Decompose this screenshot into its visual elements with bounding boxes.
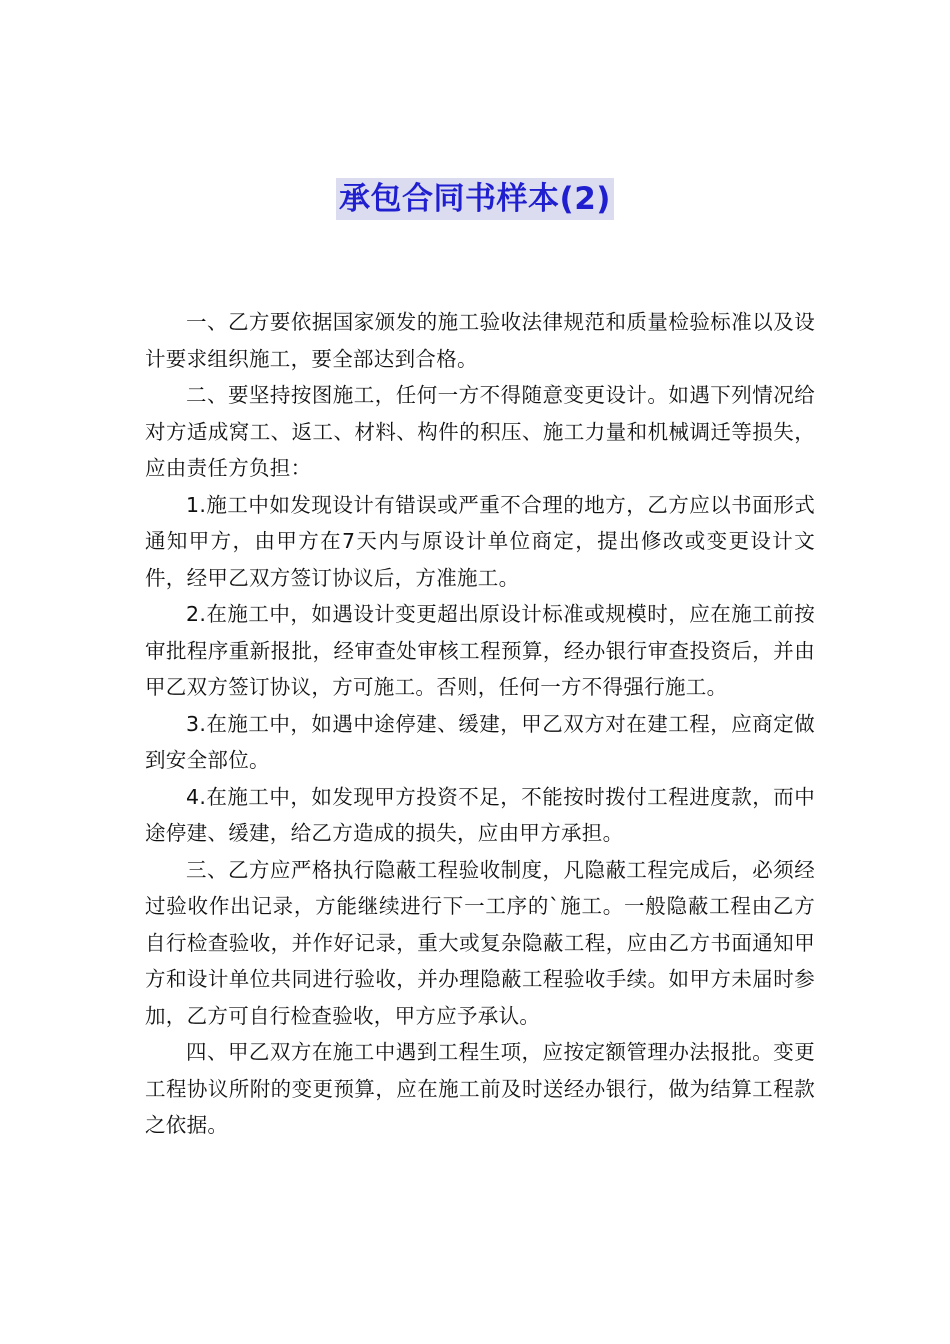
paragraph-clause-2: 二、要坚持按图施工，任何一方不得随意变更设计。如遇下列情况给对方适成窝工、返工、材料、构件的积压、施工力量和机械调迁等损失，应由责任方负担： bbox=[145, 383, 815, 480]
paragraph-item-2: 2.在施工中，如遇设计变更超出原设计标准或规模时，应在施工前按审批程序重新报批，经审查处审核工程预算，经办银行审查投资后，并由甲乙双方签订协议，方可施工。否则，任何一方不得强行施工。 bbox=[145, 602, 815, 699]
document-body bbox=[145, 304, 815, 1144]
paragraph-clause-3: 三、乙方应严格执行隐蔽工程验收制度，凡隐蔽工程完成后，必须经过验收作出记录，方能继续进行下一工序的`施工。一般隐蔽工程由乙方自行检查验收，并作好记录，重大或复杂隐蔽工程，应由乙方书面通知甲方和设计单位共同进行验收，并办理隐蔽工程验收手续。如甲方未届时参加，乙方可自行检查验收，甲方应予承认。 bbox=[145, 857, 815, 1028]
paragraph-item-4: 4.在施工中，如发现甲方投资不足，不能按时拨付工程进度款，而中途停建、缓建，给乙方造成的损失，应由甲方承担。 bbox=[145, 784, 815, 845]
paragraph-item-1: 1.施工中如发现设计有错误或严重不合理的地方，乙方应以书面形式通知甲方，由甲方在7天内与原设计单位商定，提出修改或变更设计文件，经甲乙双方签订协议后，方准施工。 bbox=[145, 492, 815, 590]
title-container bbox=[0, 178, 950, 220]
paragraph-clause-4: 四、甲乙双方在施工中遇到工程生项，应按定额管理办法报批。变更工程协议所附的变更预算，应在施工前及时送经办银行，做为结算工程款之依据。 bbox=[145, 1040, 815, 1137]
document-title: 承包合同书样本(2) bbox=[336, 178, 614, 220]
paragraph-clause-1: 一、乙方要依据国家颁发的施工验收法律规范和质量检验标准以及设计要求组织施工，要全部达到合格。 bbox=[145, 310, 815, 371]
paragraph-item-3: 3.在施工中，如遇中途停建、缓建，甲乙双方对在建工程，应商定做到安全部位。 bbox=[145, 711, 815, 772]
